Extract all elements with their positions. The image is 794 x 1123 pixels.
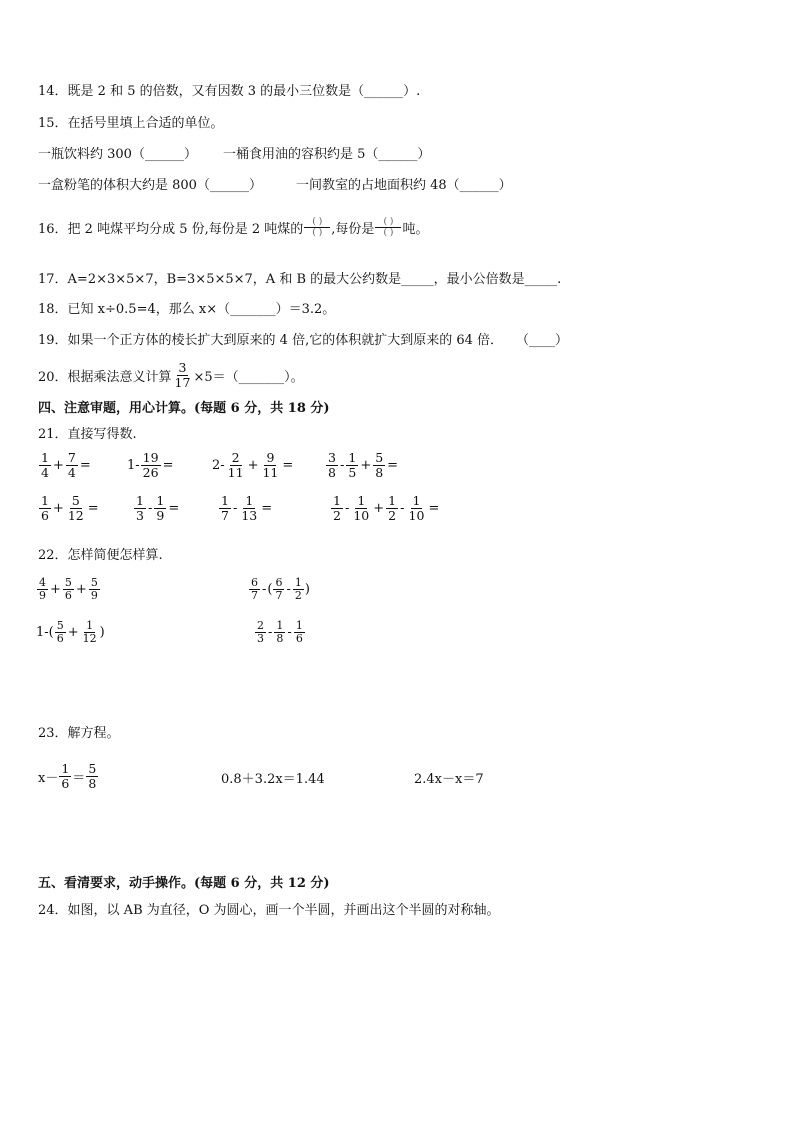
blank-fraction (375, 217, 401, 238)
fraction (141, 451, 161, 480)
fraction-denominator: ( ) (383, 228, 394, 238)
fraction (239, 494, 259, 523)
fraction-denominator: 5 (348, 465, 357, 480)
operator: - (344, 501, 350, 516)
fraction-denominator: 4 (67, 465, 76, 480)
question-15-item-3: 一盒粉笔的体积大约是 800（______） (38, 178, 262, 193)
fraction-numerator: 1 (41, 493, 49, 508)
equation-2: 0.8＋3.2x＝1.44 (221, 772, 325, 787)
operator: = (428, 501, 440, 516)
operator: 1- (127, 458, 140, 473)
section-5-heading: 五、看清要求，动手操作。(每题 6 分，共 12 分) (38, 876, 330, 891)
operator: + (50, 582, 61, 597)
expression (36, 620, 105, 645)
fraction-denominator: 12 (82, 632, 97, 645)
fraction-denominator: 13 (241, 508, 258, 523)
fraction (273, 577, 284, 602)
question-20 (38, 361, 304, 390)
fraction (219, 494, 231, 523)
fraction-numerator: 1 (86, 619, 94, 632)
fraction (226, 451, 246, 480)
fraction (294, 620, 305, 645)
fraction-numerator: ( ) (375, 217, 401, 228)
fraction-denominator: 3 (257, 632, 264, 645)
fraction-denominator: 9 (90, 589, 98, 602)
fraction-numerator: 1 (41, 450, 49, 465)
question-16-text-mid: ,每份是 (331, 222, 375, 237)
fraction-numerator: 1 (294, 576, 302, 589)
fraction-denominator: 6 (56, 632, 64, 645)
question-20-text-start: 20．根据乘法意义计算 (38, 370, 172, 385)
fraction-numerator: 3 (328, 450, 336, 465)
fraction-denominator: 9 (39, 589, 46, 602)
fraction-denominator: 26 (142, 465, 159, 480)
fraction (66, 494, 86, 523)
expression (38, 494, 100, 523)
fraction-numerator: 5 (88, 761, 97, 776)
fraction (37, 577, 48, 602)
fraction-numerator: 1 (136, 493, 144, 508)
fraction (346, 451, 358, 480)
fraction-denominator: 8 (375, 465, 384, 480)
fraction-denominator: 8 (328, 465, 336, 480)
operator: - (268, 625, 273, 640)
operator: - (287, 625, 292, 640)
operator: - (147, 501, 153, 516)
fraction (373, 451, 385, 480)
fraction-denominator: 7 (251, 589, 258, 602)
expression (133, 494, 180, 523)
equals-sign: ＝ (72, 771, 86, 786)
fraction-numerator: 1 (412, 493, 421, 508)
fraction (63, 577, 74, 602)
question-21-title: 21．直接写得数. (38, 427, 137, 442)
fraction-denominator: 2 (333, 508, 341, 523)
expression (330, 494, 440, 523)
operator: ) (99, 625, 105, 640)
question-15-item-1: 一瓶饮料约 300（______） (38, 147, 197, 162)
fraction-denominator: 10 (353, 508, 370, 523)
fraction (386, 494, 398, 523)
operator: + (75, 582, 87, 597)
fraction-numerator: 1 (357, 493, 366, 508)
question-24: 24．如图，以 AB 为直径，O 为圆心，画一个半圆，并画出这个半圆的对称轴。 (38, 903, 500, 918)
fraction (331, 494, 343, 523)
fraction (39, 494, 51, 523)
fraction (66, 451, 78, 480)
fraction (39, 451, 51, 480)
fraction-denominator: 10 (408, 508, 425, 523)
fraction (249, 577, 260, 602)
fraction-numerator: 7 (67, 450, 76, 465)
expression (212, 451, 294, 480)
operator: - (262, 582, 267, 597)
fraction (173, 361, 193, 390)
fraction (81, 620, 99, 645)
fraction-numerator: 1 (245, 493, 254, 508)
question-17: 17．A=2×3×5×7，B=3×5×5×7，A 和 B 的最大公约数是_____，最小公倍数是_____. (38, 272, 562, 287)
expression (127, 451, 174, 480)
fraction-denominator: 17 (174, 375, 191, 390)
operator: = (261, 501, 273, 516)
fraction-numerator: 5 (71, 493, 80, 508)
fraction-numerator: 5 (375, 450, 384, 465)
fraction-numerator: 4 (39, 576, 46, 589)
fraction (55, 620, 66, 645)
equation-text: x－ (38, 771, 59, 786)
operator: = (168, 501, 180, 516)
question-19: 19．如果一个正方体的棱长扩大到原来的 4 倍,它的体积就扩大到原来的 64 倍． （____） (38, 333, 569, 348)
equation-3: 2.4x－x＝7 (414, 772, 484, 787)
fraction-denominator: 7 (275, 589, 283, 602)
operator: = (79, 458, 91, 473)
operator: = (87, 501, 99, 516)
fraction-numerator: 1 (348, 450, 357, 465)
fraction (59, 762, 71, 791)
fraction-numerator: 2 (257, 619, 264, 632)
question-22-title: 22．怎样简便怎样算. (38, 548, 163, 563)
fraction-numerator: ( ) (304, 217, 330, 228)
operator: + (52, 501, 64, 516)
question-14: 14．既是 2 和 5 的倍数，又有因数 3 的最小三位数是（______）. (38, 84, 421, 99)
equation-1 (38, 762, 99, 791)
operator: + (67, 625, 79, 640)
fraction-denominator: 6 (64, 589, 72, 602)
question-23-title: 23．解方程。 (38, 726, 120, 741)
question-15-title: 15．在括号里填上合适的单位。 (38, 116, 224, 131)
fraction (274, 620, 285, 645)
fraction-numerator: 5 (64, 576, 72, 589)
fraction-numerator: 6 (275, 576, 283, 589)
fraction (154, 494, 166, 523)
fraction-denominator: 7 (221, 508, 229, 523)
expression (38, 451, 92, 480)
blank-fraction (304, 217, 330, 238)
operator: = (282, 458, 294, 473)
fraction-numerator: 2 (231, 450, 240, 465)
operator: + (247, 458, 259, 473)
operator: = (387, 458, 399, 473)
operator: ( (267, 582, 273, 597)
question-16-text-start: 16．把 2 吨煤平均分成 5 份,每份是 2 吨煤的 (38, 222, 304, 237)
fraction-denominator: 6 (295, 632, 303, 645)
fraction-numerator: 1 (61, 761, 70, 776)
fraction (86, 762, 98, 791)
fraction-denominator: 4 (41, 465, 49, 480)
fraction-numerator: 1 (295, 619, 303, 632)
operator: = (162, 458, 174, 473)
fraction-denominator: 6 (41, 508, 49, 523)
operator: - (400, 501, 405, 516)
operator: + (52, 458, 64, 473)
fraction-numerator: 19 (142, 450, 159, 465)
fraction-denominator: ( ) (312, 228, 323, 238)
question-18: 18．已知 x÷0.5=4，那么 x×（_______）＝3.2。 (38, 302, 336, 317)
fraction-denominator: 11 (227, 465, 244, 480)
operator: - (232, 501, 238, 516)
fraction-numerator: 1 (333, 493, 341, 508)
question-15-item-4: 一间教室的占地面积约 48（______） (296, 178, 512, 193)
section-4-heading: 四、注意审题，用心计算。(每题 6 分，共 18 分) (38, 401, 330, 416)
fraction-numerator: 3 (178, 360, 187, 375)
operator: + (360, 458, 372, 473)
operator: - (339, 458, 345, 473)
question-16 (38, 217, 428, 238)
fraction-numerator: 1 (221, 493, 229, 508)
fraction-denominator: 8 (88, 776, 97, 791)
expression (218, 494, 273, 523)
fraction (293, 577, 304, 602)
fraction-numerator: 9 (266, 450, 275, 465)
fraction-numerator: 5 (90, 576, 98, 589)
operator: - (286, 582, 291, 597)
fraction-denominator: 11 (262, 465, 279, 480)
fraction-denominator: 3 (136, 508, 144, 523)
expression (254, 620, 306, 645)
operator: 1-( (36, 625, 54, 640)
fraction-denominator: 2 (294, 589, 302, 602)
fraction (260, 451, 280, 480)
fraction-numerator: 1 (276, 619, 284, 632)
operator: ) (304, 582, 310, 597)
question-16-text-end: 吨。 (402, 222, 429, 237)
fraction (255, 620, 266, 645)
operator: 2- (212, 458, 225, 473)
fraction-denominator: 2 (388, 508, 397, 523)
operator: + (373, 501, 385, 516)
fraction-numerator: 6 (251, 576, 258, 589)
question-20-text-end: ×5＝（_______）。 (193, 370, 304, 385)
fraction-numerator: 1 (156, 493, 165, 508)
fraction (134, 494, 146, 523)
fraction-denominator: 6 (61, 776, 70, 791)
fraction-denominator: 12 (67, 508, 84, 523)
expression (325, 451, 399, 480)
expression (248, 577, 310, 602)
fraction-numerator: 1 (388, 493, 397, 508)
fraction-numerator: 5 (56, 619, 64, 632)
expression (36, 577, 101, 602)
fraction-denominator: 9 (156, 508, 165, 523)
fraction-denominator: 8 (276, 632, 284, 645)
question-15-item-2: 一桶食用油的容积约是 5（______） (223, 147, 431, 162)
fraction (351, 494, 371, 523)
fraction (89, 577, 100, 602)
fraction (407, 494, 427, 523)
fraction (326, 451, 338, 480)
